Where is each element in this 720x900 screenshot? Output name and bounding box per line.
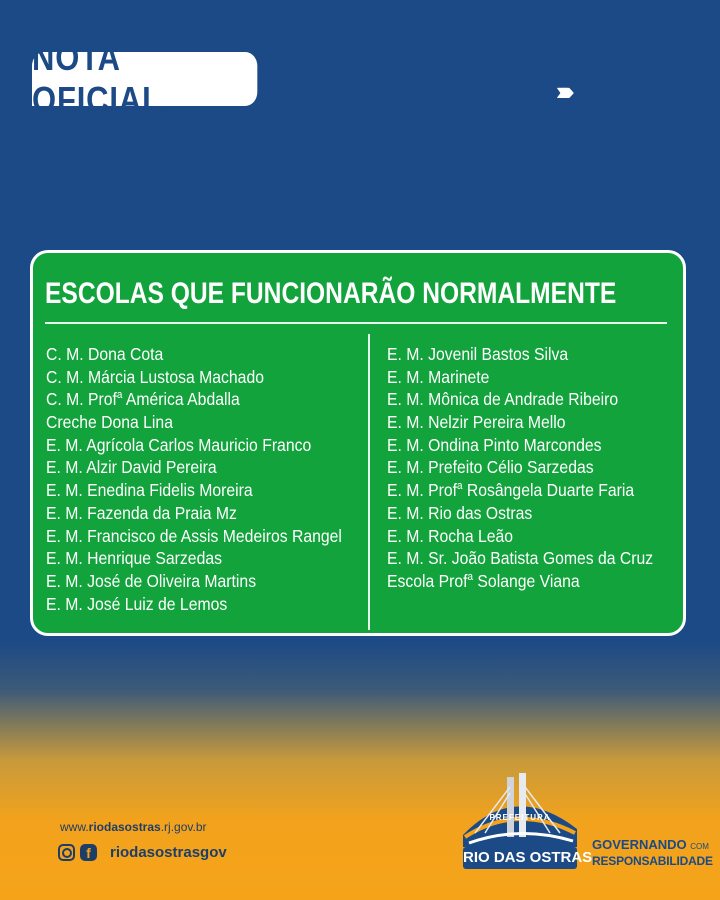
school-item: E. M. Enedina Fidelis Moreira (46, 480, 253, 501)
school-item: E. M. Jovenil Bastos Silva (387, 344, 569, 364)
school-item: E. M. Francisco de Assis Medeiros Rangel (46, 525, 342, 546)
social-links (58, 844, 227, 861)
school-item: C. M. Dona Cota (46, 344, 164, 364)
social-handle[interactable]: riodasostrasgov (110, 844, 227, 861)
chevron-right-icon: ››››››› (556, 76, 568, 106)
instagram-icon[interactable] (58, 844, 75, 861)
column-divider (368, 334, 370, 630)
school-item: E. M. José Luiz de Lemos (46, 593, 228, 614)
badge-title: NOTA OFICIAL (32, 37, 162, 120)
schools-list-left (46, 343, 375, 615)
school-item: E. M. Prefeito Célio Sarzedas (387, 457, 594, 478)
school-item: Creche Dona Lina (46, 412, 173, 433)
school-item: E. M. Nelzir Pereira Mello (387, 412, 566, 433)
facebook-icon[interactable]: f (80, 844, 97, 861)
slogan: GOVERNANDO COM RESPONSABILIDADE (592, 837, 713, 868)
school-item: E. M. Marinete (387, 366, 490, 387)
schools-panel (30, 250, 686, 636)
school-item: E. M. Rocha Leão (387, 525, 514, 546)
logo-prefeitura: PREFEITURA (489, 813, 551, 822)
title-divider (45, 322, 667, 324)
school-item: E. M. Mônica de Andrade Ribeiro (387, 389, 619, 410)
schools-list-right (387, 343, 683, 593)
school-item: E. M. Agrícola Carlos Mauricio Franco (46, 434, 312, 455)
panel-title: ESCOLAS QUE FUNCIONARÃO NORMALMENTE (45, 277, 617, 310)
school-item: Escola Prof$^a$ Solange Viana (387, 570, 580, 591)
school-item: E. M. Henrique Sarzedas (46, 548, 222, 569)
school-item: C. M. Márcia Lustosa Machado (46, 366, 264, 387)
nota-oficial-badge (32, 37, 257, 120)
website-url[interactable]: www.riodasostras.rj.gov.br (60, 820, 207, 834)
school-item: E. M. Sr. João Batista Gomes da Cruz (387, 548, 654, 569)
school-item: E. M. Fazenda da Praia Mz (46, 502, 237, 523)
school-item: C. M. Prof$^a$ América Abdalla (46, 389, 240, 410)
prefeitura-logo (455, 773, 593, 873)
school-item: E. M. Alzir David Pereira (46, 457, 217, 478)
school-item: E. M. Ondina Pinto Marcondes (387, 434, 602, 455)
school-item: E. M. Rio das Ostras (387, 502, 533, 523)
logo-city-name: RIO DAS OSTRAS (463, 847, 577, 869)
school-item: E. M. José de Oliveira Martins (46, 570, 257, 591)
school-item: E. M. Prof$^a$ Rosângela Duarte Faria (387, 480, 635, 501)
